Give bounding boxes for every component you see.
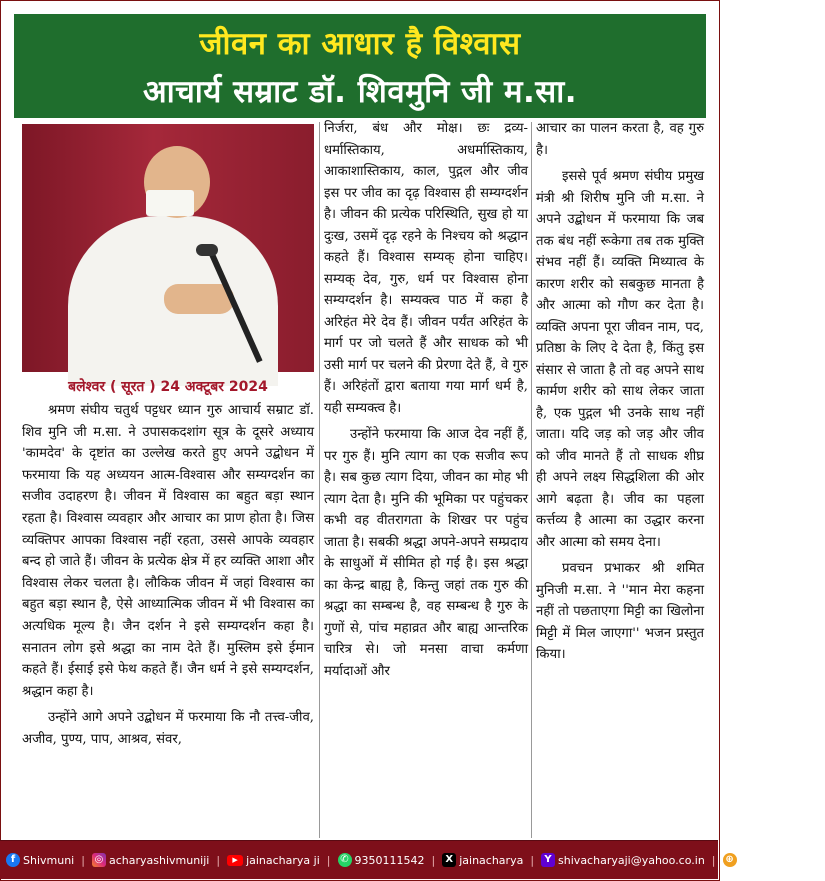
whatsapp-number: 9350111542 [354,853,425,867]
whatsapp-link[interactable] [338,853,425,867]
article-column-3 [536,118,704,666]
dateline: बलेश्वर ( सूरत ) 24 अक्टूबर 2024 [68,379,268,395]
separator: | [431,853,436,867]
youtube-link[interactable] [227,854,320,867]
globe-icon: ⊕ [723,853,737,867]
paragraph: उन्होंने फरमाया कि आज देव नहीं हैं, पर गुरु हैं। मुनि त्याग का एक सजीव रूप है। सब कुछ त्याग दिया, जीवन का मोह भी त्याग देता है। मुनि की भूमिका पर पहुंचकर कभी वह वीतरागता के शिखर पर पहुंच जाता है। सबकी श्रद्धा अपने-अपने सम्प्रदाय के साधुओं में सीमित हो गई है। इस श्रद्धा का केन्द्र बाह्य है, किन्तु जहां तक गुरु की श्रद्धा का सम्बन्ध है, वह सम्बन्ध है गुरु के गुणों से, पांच महाव्रत और बाह्य आन्तरिक चारित्र से। जो मनसा वाचा कर्मणा मर्यादाओं और [324,427,528,679]
microphone-icon [196,244,218,256]
headline-subtitle: आचार्य सम्राट डॉ. शिवमुनि जी म.सा. [142,74,578,110]
facebook-icon: f [6,853,20,867]
youtube-handle: jainacharya ji [246,853,320,867]
instagram-handle: acharyashivmuniji [108,853,210,867]
column-divider [319,122,320,838]
speaker-photo [22,124,314,372]
separator: | [81,853,85,867]
headline-title: जीवन का आधार है विश्वास [199,26,521,62]
paragraph: श्रमण संघीय चतुर्थ पट्टधर ध्यान गुरु आचार्य सम्राट डॉ. शिव मुनि जी म.सा. ने उपासकदशांग सूत्र के दूसरे अध्याय 'कामदेव' के दृष्टांत का उल्लेख करते हुए अपने उद्बोधन में फरमाया कि यह अध्ययन आत्म-विश्वास और सम्यग्दर्शन का सजीव उदाहरण है। जीवन में विश्वास का बहुत बड़ा स्थान रहता है। विश्वास व्यवहार और आचार का प्राण होता है। जिस व्यक्तिपर आपका विश्वास नहीं रहता, उससे आपके व्यवहार बन्द हो जाते हैं। जीवन के प्रत्येक क्षेत्र में हर व्यक्ति आशा और विश्वास लेकर चलता है। लौकिक जीवन में जहां विश्वास का बहुत बड़ा स्थान है, ऐसे आध्यात्मिक जीवन में भी विश्वास का अत्यधिक मूल्य है। जैन दर्शन ने इसे सम्यग्दर्शन कहा है। सनातन लोग इसे श्रद्धा का नाम देते हैं। मुस्लिम इसे ईमान कहते हैं। ईसाई इसे फेथ कहते हैं। जैन धर्म ने इसे सम्यग्दर्शन, श्रद्धान कहा है। [22,403,314,699]
paragraph: निर्जरा, बंध और मोक्ष। छः द्रव्य-धर्मास्तिकाय, अधर्मास्तिकाय, आकाशास्तिकाय, काल, पुद्गल और जीव इस पर जीव का दृढ़ विश्वास ही सम्यग्दर्शन है। जीवन की प्रत्येक परिस्थिति, सुख हो या दुःख, उसमें दृढ़ रहने के निश्चय को श्रद्धान कहते हैं। विश्वास सम्यक् होना चाहिए। सम्यक् देव, गुरु, धर्म पर विश्वास होना सम्यग्दर्शन है। सम्यक्त्व पाठ में कहा है अरिहंत मेरे देव हैं। जीवन पर्यंत अरिहंत के मार्ग पर जो चलते हैं और साधक को भी उसी मार्ग पर चलने की प्रेरणा देते हैं, वे गुरु हैं। अरिहंतों द्वारा बताया गया मार्ग धर्म है, यही सम्यक्त्व है। [324,121,528,416]
youtube-icon: ▶ [227,855,243,866]
facebook-link[interactable] [6,853,74,867]
separator: | [711,853,716,867]
instagram-icon: ◎ [92,853,106,867]
paragraph: आचार का पालन करता है, वह गुरु है। [536,121,704,158]
separator: | [326,853,331,867]
paragraph: उन्होंने आगे अपने उद्बोधन में फरमाया कि नौ तत्त्व-जीव, अजीव, पुण्य, पाप, आश्रव, संवर, [22,710,314,747]
article-column-1 [22,400,314,751]
x-icon: X [442,853,456,867]
email-address: shivacharyaji@yahoo.co.in [558,853,705,867]
facebook-handle: Shivmuni [23,853,75,867]
photo-mouth-cover [146,190,194,216]
article-column-2 [324,118,528,682]
separator: | [530,853,535,867]
instagram-link[interactable] [92,853,209,867]
paragraph: इससे पूर्व श्रमण संघीय प्रमुख मंत्री श्री शिरीष मुनि जी म.सा. ने अपने उद्बोधन में फरमाया कि जब तक बंध नहीं रूकेगा तब तक मुक्ति संभव नहीं हैं। व्यक्ति मिथ्यात्व के कारण शरीर को सबकुछ मानता है और आत्मा को गौण कर देता है। व्यक्ति अपना पूरा जीवन नाम, पद, प्रतिष्ठा के लिए दे देता है, किंतु इस संसार से जाता है तो वह अपने साथ कार्मण शरीर को साथ लेकर जाता है, एक पुद्गल भी उनके साथ नहीं जाता। यदि जड़ को जड़ और जीव को जीव मानते हैं तो साधक शीघ्र ही अपने लक्ष्य सिद्धशिला की ओर आगे बढ़ता है। जीव का पहला कर्त्तव्य है आत्मा का उद्धार करना और आत्मा को समय देना। [536,169,704,550]
footer-social-bar [0,840,825,879]
paragraph: प्रवचन प्रभाकर श्री शमित मुनिजी म.सा. ने ''मान मेरा कहना नहीं तो पछताएगा मिट्टी का खिलोना मिट्टी में मिल जाएगा'' भजन प्रस्तुत किया। [536,561,704,662]
headline-banner [14,14,706,118]
x-link[interactable] [442,853,523,867]
website-url: jainacharya.org [739,853,825,867]
x-handle: jainacharya [459,853,524,867]
column-divider [531,122,532,838]
separator: | [216,853,221,867]
whatsapp-icon: ✆ [338,853,352,867]
website-link[interactable] [723,853,825,867]
email-link[interactable] [541,853,705,867]
yahoo-icon: Y [541,853,555,867]
